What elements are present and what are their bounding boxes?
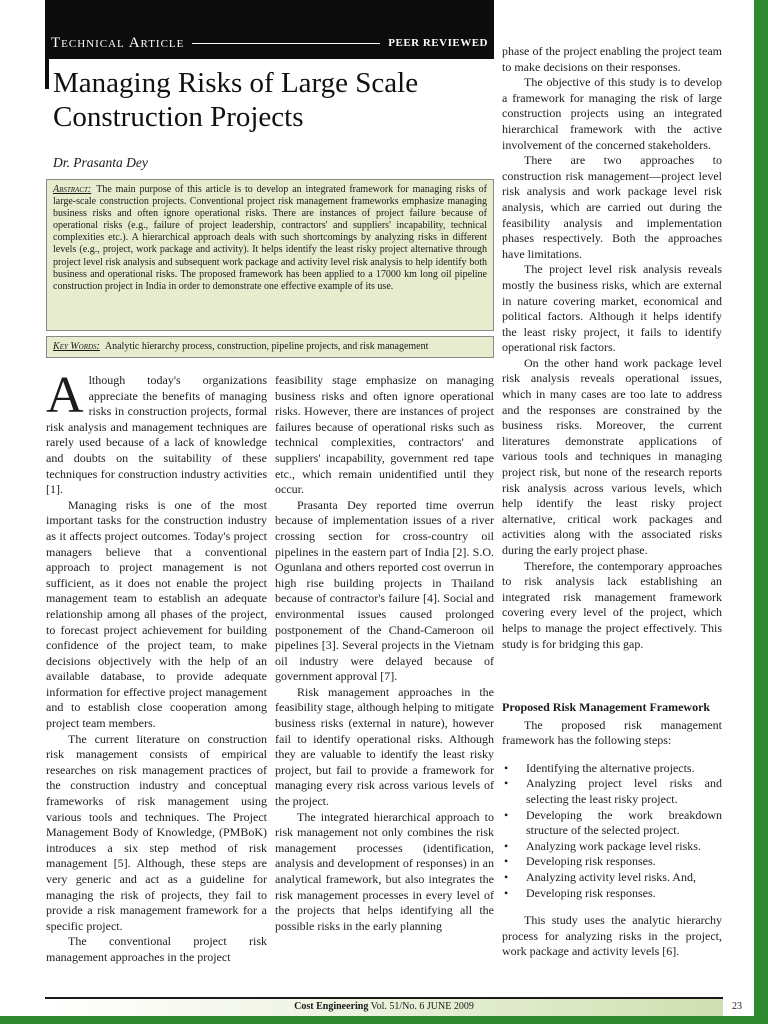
body-column-1 xyxy=(46,373,267,973)
paragraph: Risk management approaches in the feasibility stage, although helping to mitigate business risks (external in nature), however fail to identify operational risks. Although they are valuable to identify the least risky project, but fail to provide a framework for managing every risk across various levels of the project. xyxy=(275,684,494,809)
header-side-bar xyxy=(45,59,49,89)
article-header-bar xyxy=(45,27,494,59)
section-heading: Proposed Risk Management Framework xyxy=(502,700,711,714)
list-item: • Developing risk responses. xyxy=(502,886,722,902)
drop-cap: A xyxy=(46,373,84,424)
paragraph: There are two approaches to construction risk management—project level risk analysis and work package level risk analysis, which are carried out during the feasibility analysis and implementation phases respectively. Both the approaches have limitations. xyxy=(502,153,722,261)
page-number: 23 xyxy=(732,1001,742,1012)
body-column-2 xyxy=(275,373,494,973)
abstract-text: The main purpose of this article is to develop an integrated framework for managing risks of large-scale construction projects. Conventional project risk management frameworks emphasize managing business risks and often ignore operational risks. There are instances of project failure because of operational risks (e.g., failure of project leadership, contractors' and suppliers' incapability, technical complexities etc.). A hierarchical approach deals with such shortcomings by analyzing risks in different levels (e.g., project, work package and activity). It helps identify the least risky project alternative through project level risk analysis and subsequent work package and activity level risk analysis to help identify both business and operational risks. The proposed framework has been applied to a 17000 km long oil pipeline construction project in India in order to demonstrate one effective example of its use. xyxy=(53,184,487,292)
list-item: • Analyzing work package level risks. xyxy=(502,839,722,855)
list-item: • Identifying the alternative projects. xyxy=(502,761,722,777)
paragraph: The current literature on construction risk management consists of empirical researches on risk management practices of the construction industry and conceptual frameworks of risk management using various tools and techniques. The Project Management Body of Knowledge, (PMBoK) introduces a six step method of risk management [5]. Although, these steps are very generic and act as a guideline for managing the risk of projects, they fail to provide a risk management framework for a specific project. xyxy=(46,731,267,933)
body-column-3-top xyxy=(502,44,722,674)
keywords-label: Key Words: xyxy=(53,341,100,352)
issue-info: Vol. 51/No. 6 JUNE 2009 xyxy=(370,1001,474,1012)
abstract-label: Abstract: xyxy=(53,184,92,195)
body-column-3-bottom xyxy=(502,700,722,970)
framework-steps-list xyxy=(502,761,722,901)
list-item: • Analyzing project level risks and selecting the least risky project. xyxy=(502,776,722,807)
paragraph: This study uses the analytic hierarchy process for analyzing risks in the project, work package and activity levels [6]. xyxy=(502,913,722,959)
list-item: • Analyzing activity level risks. And, xyxy=(502,870,722,886)
paragraph: The integrated hierarchical approach to risk management not only combines the risk management processes (identification, analysis and development of responses) in an analytical framework, but also integrates the risk management processes in every level of the projects that helps identifying all the possible risks in the early planning xyxy=(275,809,494,933)
paragraph: The objective of this study is to develop a framework for managing the risk of large construction projects using an integrated hierarchical framework with the active involvement of the concerned stakeholders. xyxy=(502,75,722,152)
paragraph: Managing risks is one of the most important tasks for the construction industry as it affects project outcomes. Today's project managers believe that a conventional approach to project management is not sufficient, as it does not enable the project management team to establish an adequate relationship among all phases of the project, to forecast project achievement for building confidence of the project team, to make decisions objectively with the help of an available database, to provide adequate information for effective project management and to establish close cooperation among project team members. xyxy=(46,497,267,731)
paragraph: The proposed risk management framework has the following steps: xyxy=(502,717,722,748)
abstract-box xyxy=(46,179,494,331)
header-block xyxy=(45,0,494,27)
keywords-text: Analytic hierarchy process, construction, pipeline projects, and risk management xyxy=(104,341,429,352)
paragraph: feasibility stage emphasize on managing business risks and often ignore operational risks. However, there are instances of project failures because of operational risks such as technical complexities, contractors' and suppliers' incapability, government red tape etc., which remain unidentified until they occur. xyxy=(275,373,494,497)
publication-name: Cost Engineering xyxy=(294,1001,369,1012)
article-title: Managing Risks of Large Scale Construction Projects xyxy=(53,67,419,133)
paragraph-text: lthough today's organizations appreciate the benefits of managing risks in construction projects, formal risk analysis and management techniques are rarely used because of a lack of knowledge and doubts on the suitability of these techniques for construction industry activities [1]. xyxy=(46,373,267,497)
author-name: Dr. Prasanta Dey xyxy=(53,155,148,170)
page-edge-bar xyxy=(754,0,768,1024)
paragraph: On the other hand work package level risk analysis reveals operational issues, which in many cases are too late to address and the responses are constrained by the business risks. Moreover, the current literatures demonstrate applications of various tools and techniques in managing project risk, but none of the research reports risk analysis across various levels, which help identify the least risky project alternative, critical work packages and activities along with the associated risks during the early project phase. xyxy=(502,355,722,557)
header-rule xyxy=(192,43,380,44)
footer-citation xyxy=(0,1001,768,1012)
paragraph: The project level risk analysis reveals mostly the business risks, which are external in nature covering market, economical and political factors. Although it helps identify the least risky project, it fails to identify operational risk factors. xyxy=(502,262,722,355)
paragraph: Prasanta Dey reported time overrun because of implementation issues of a river crossing section for cross-country oil pipelines in the eastern part of India [2]. S.O. Ogunlana and others reported cost overrun in high rise building projects in Thailand because of contractor's failure [4]. Social and environmental issues caused prolonged postponement of the Chand-Cameroon oil pipelines [3]. Several projects in the Vietnam oil industry were delayed because of government approval [7]. xyxy=(275,497,494,684)
keywords-box xyxy=(46,336,494,358)
list-item: • Developing risk responses. xyxy=(502,854,722,870)
paragraph: phase of the project enabling the project team to make decisions on their responses. xyxy=(502,44,722,74)
page-bottom-bar xyxy=(0,1016,768,1024)
paragraph: Therefore, the contemporary approaches to risk analysis lack establishing an integrated risk management framework covering every level of the project, which helps to manage the project effectively. This study is for bridging this gap. xyxy=(502,558,722,651)
peer-reviewed-label: PEER REVIEWED xyxy=(388,37,488,49)
list-item: • Developing the work breakdown structure of the selected project. xyxy=(502,808,722,839)
paragraph xyxy=(46,373,267,498)
section-label: Technical Article xyxy=(51,34,185,51)
paragraph: The conventional project risk management approaches in the project xyxy=(46,934,267,964)
